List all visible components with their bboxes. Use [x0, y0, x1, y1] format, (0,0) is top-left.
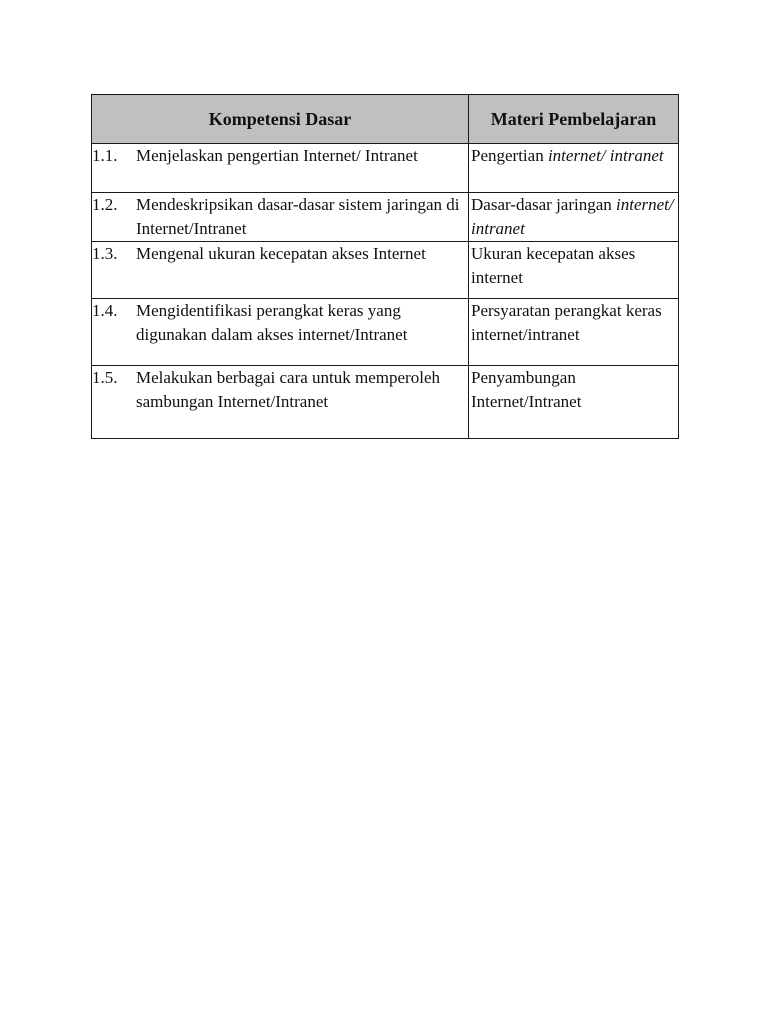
- header-kompetensi-dasar: Kompetensi Dasar: [92, 95, 469, 144]
- materi-cell: [469, 242, 679, 299]
- row-number: 1.1.: [92, 146, 118, 165]
- row-number: 1.2.: [92, 195, 118, 214]
- kompetensi-text: Mengidentifikasi perangkat keras yang digunakan dalam akses internet/Intranet: [136, 301, 408, 344]
- materi-text: [469, 144, 678, 168]
- materi-cell: [469, 193, 679, 242]
- kompetensi-cell: [92, 299, 469, 366]
- row-number: 1.3.: [92, 244, 118, 263]
- materi-italic: internet/ intranet: [471, 195, 674, 238]
- materi-italic: internet/ intranet: [547, 146, 664, 165]
- kompetensi-cell: [92, 242, 469, 299]
- header-materi-pembelajaran: Materi Pembelajaran: [469, 95, 679, 144]
- table-header-row: [92, 95, 679, 144]
- table-row: [92, 144, 679, 193]
- materi-cell: [469, 299, 679, 366]
- kompetensi-text: Mendeskripsikan dasar-dasar sistem jaringan di Internet/Intranet: [136, 195, 460, 238]
- materi-text: Penyambungan Internet/Intranet: [471, 368, 582, 411]
- kompetensi-text: Melakukan berbagai cara untuk memperoleh sambungan Internet/Intranet: [136, 368, 440, 411]
- materi-plain: Dasar-dasar jaringan: [471, 195, 617, 214]
- materi-cell: [469, 366, 679, 439]
- table-row: [92, 366, 679, 439]
- table-row: [92, 242, 679, 299]
- row-number: 1.4.: [92, 301, 118, 320]
- materi-plain: Pengertian: [471, 146, 548, 165]
- kompetensi-table: [91, 94, 679, 439]
- kompetensi-cell: [92, 144, 469, 193]
- kompetensi-text: Mengenal ukuran kecepatan akses Internet: [136, 244, 426, 263]
- kompetensi-cell: [92, 193, 469, 242]
- kompetensi-cell: [92, 366, 469, 439]
- kompetensi-text: Menjelaskan pengertian Internet/ Intranet: [136, 146, 418, 165]
- materi-text: Ukuran kecepatan akses internet: [471, 244, 636, 287]
- materi-text: Persyaratan perangkat keras internet/intranet: [471, 301, 662, 344]
- table-row: [92, 299, 679, 366]
- table-row: [92, 193, 679, 242]
- row-number: 1.5.: [92, 368, 118, 387]
- materi-cell: [469, 144, 679, 193]
- materi-text: [469, 193, 678, 241]
